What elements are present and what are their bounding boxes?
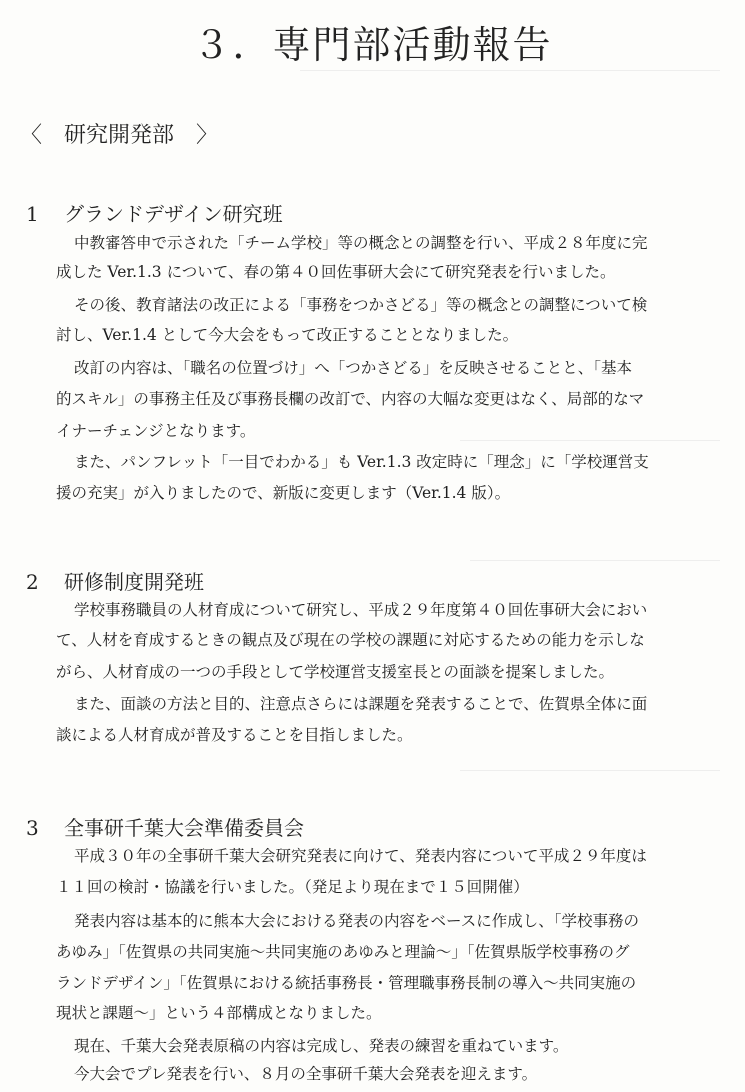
paragraph-line: その後、教育諸法の改正による「事務をつかさどる」等の概念との調整について検 <box>74 296 648 314</box>
paragraph-line: 成した Ver.1.3 について、春の第４０回佐事研大会にて研究発表を行いました。 <box>56 263 616 281</box>
paragraph-line: 今大会でプレ発表を行い、８月の全事研千葉大会発表を迎えます。 <box>74 1065 538 1083</box>
paragraph-line: 学校事務職員の人材育成について研究し、平成２９年度第４０回佐事研大会におい <box>74 601 648 619</box>
paragraph-line: また、パンフレット「一目でわかる」も Ver.1.3 改定時に「理念」に「学校運営支 <box>74 453 649 471</box>
section-heading <box>26 566 204 595</box>
show-through-line <box>470 560 720 561</box>
paragraph-line: て、人材を育成するときの観点及び現在の学校の課題に対応するための能力を示しな <box>56 631 645 649</box>
show-through-line <box>300 70 720 71</box>
department-heading: 〈 研究開発部 〉 <box>20 123 219 148</box>
section-number: 3 <box>26 816 39 840</box>
paragraph-line: 援の充実」が入りましたので、新版に変更します（Ver.1.4 版）。 <box>56 484 511 502</box>
paragraph-line: 平成３０年の全事研千葉大会研究発表に向けて、発表内容について平成２９年度は <box>74 847 647 865</box>
section-title: グランドデザイン研究班 <box>64 202 283 226</box>
section-heading <box>26 812 304 841</box>
paragraph-line: イナーチェンジとなります。 <box>56 422 256 440</box>
section-number: 2 <box>26 570 39 594</box>
section-title: 研修制度開発班 <box>64 570 204 594</box>
show-through-line <box>460 770 720 771</box>
show-through-line <box>460 440 720 441</box>
paragraph-line: １１回の検討・協議を行いました。（発足より現在まで１５回開催） <box>56 878 529 896</box>
paragraph-line: ランドデザイン」「佐賀県における統括事務長・管理職事務長制の導入〜共同実施の <box>56 974 637 992</box>
paragraph-line: また、面談の方法と目的、注意点さらには課題を発表することで、佐賀県全体に面 <box>74 695 648 713</box>
paragraph-line: あゆみ」「佐賀県の共同実施〜共同実施のあゆみと理論〜」「佐賀県版学校事務のグ <box>56 943 630 961</box>
section-number: 1 <box>26 202 39 226</box>
section-title: 全事研千葉大会準備委員会 <box>64 816 304 840</box>
paragraph-line: 改訂の内容は、「職名の位置づけ」へ「つかさどる」を反映させることと、「基本 <box>74 359 633 377</box>
page-title: ３．専門部活動報告 <box>192 23 553 67</box>
paragraph-line: 討し、Ver.1.4 として今大会をもって改正することとなりました。 <box>56 326 519 344</box>
paragraph-line: 中教審答申で示された「チーム学校」等の概念との調整を行い、平成２８年度に完 <box>74 234 648 252</box>
section-heading <box>26 198 283 227</box>
paragraph-line: がら、人材育成の一つの手段として学校運営支援室長との面談を提案しました。 <box>56 663 615 681</box>
paragraph-line: 現状と課題〜」という４部構成となりました。 <box>56 1004 382 1022</box>
paragraph-line: 発表内容は基本的に熊本大会における発表の内容をベースに作成し、「学校事務の <box>74 912 639 930</box>
paragraph-line: 現在、千葉大会発表原稿の内容は完成し、発表の練習を重ねています。 <box>74 1037 569 1055</box>
paragraph-line: 談による人材育成が普及することを目指しました。 <box>56 726 413 744</box>
paragraph-line: 的スキル」の事務主任及び事務長欄の改訂で、内容の大幅な変更はなく、局部的なマ <box>56 390 645 408</box>
